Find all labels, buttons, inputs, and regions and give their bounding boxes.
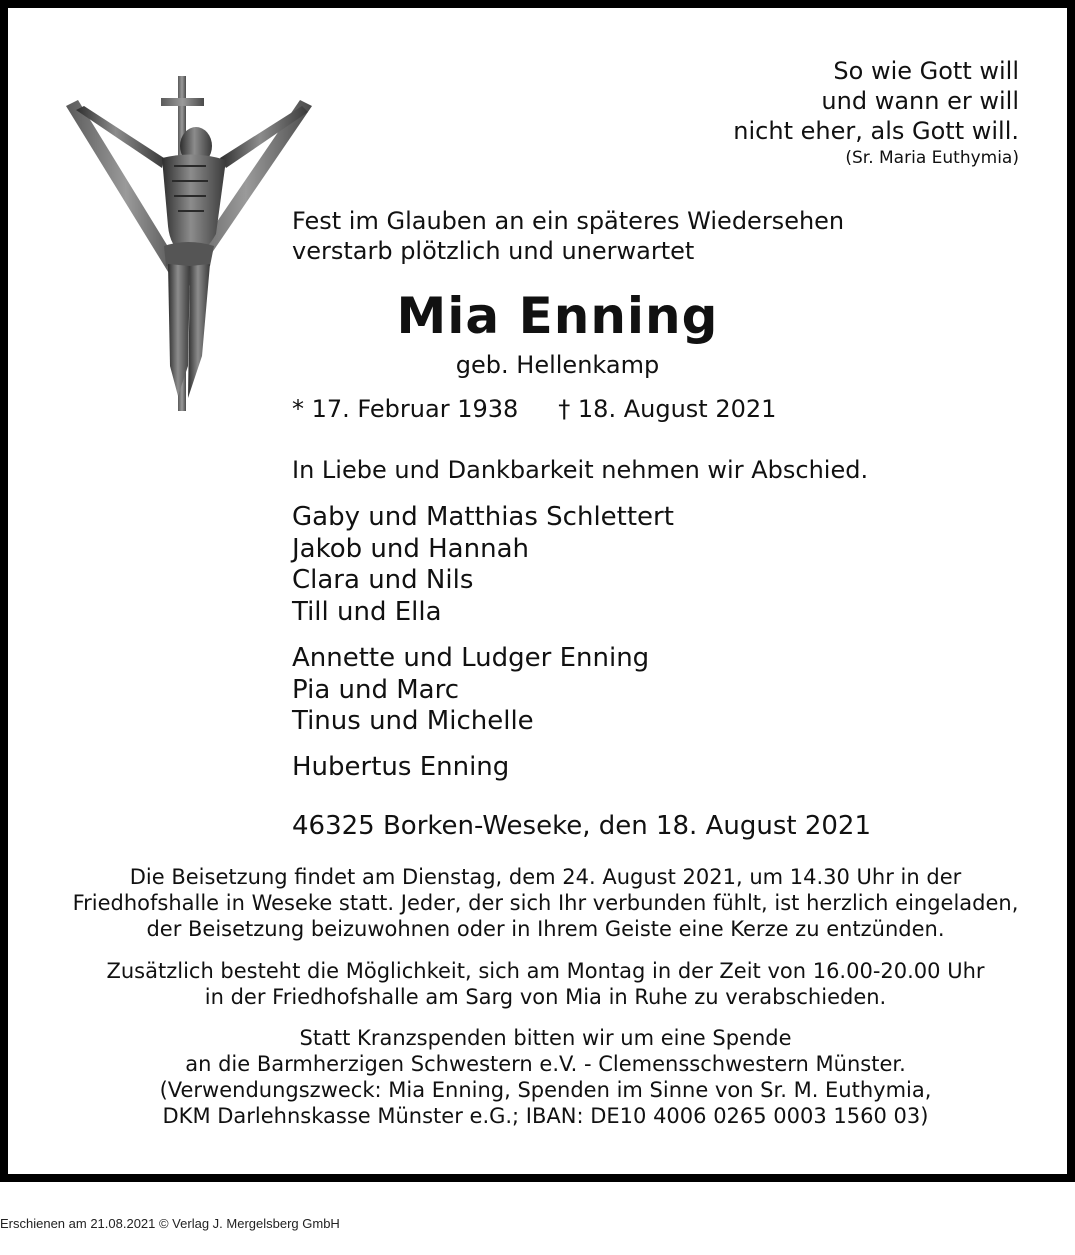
viewing-line: Zusätzlich besteht die Möglichkeit, sich am Montag in der Zeit von 16.00-20.00 Uhr [106, 959, 985, 983]
bible-quote [733, 56, 1019, 170]
quote-source: (Sr. Maria Euthymia) [845, 148, 1019, 168]
mourner-group-1 [292, 502, 674, 628]
publication-footer: Erschienen am 21.08.2021 © Verlag J. Mergelsberg GmbH [0, 1216, 340, 1231]
quote-line: So wie Gott will [833, 57, 1019, 85]
mourner-line: Clara und Nils [292, 565, 474, 595]
intro-line: verstarb plötzlich und unerwartet [292, 237, 695, 265]
mourner-line: Till und Ella [292, 596, 442, 627]
birth-date: * 17. Februar 1938 [292, 395, 519, 423]
deceased-name: Mia Enning [396, 287, 719, 345]
place-date: 46325 Borken-Weseke, den 18. August 2021 [292, 811, 871, 841]
mourner-line: Tinus und Michelle [292, 706, 534, 736]
burial-line: Die Beisetzung findet am Dienstag, dem 24. August 2021, um 14.30 Uhr in der [129, 865, 962, 889]
mourner-line: Gaby und Matthias Schlettert [292, 502, 674, 532]
farewell-text: In Liebe und Dankbarkeit nehmen wir Abschied. [292, 456, 869, 484]
mourner-line: Pia und Marc [292, 674, 460, 705]
life-dates [292, 394, 776, 424]
burial-line: Friedhofshalle in Weseke statt. Jeder, der sich Ihr verbunden fühlt, ist herzlich eingeladen, [72, 891, 1019, 915]
intro-text [292, 206, 844, 266]
maiden-name: geb. Hellenkamp [455, 351, 660, 379]
donation-line: an die Barmherzigen Schwestern e.V. - Clemensschwestern Münster. [185, 1052, 906, 1076]
donation-line: (Verwendungszweck: Mia Enning, Spenden im Sinne von Sr. M. Euthymia, [159, 1078, 932, 1102]
mourner-group-2 [292, 643, 649, 738]
intro-line: Fest im Glauben an ein späteres Wiedersehen [292, 207, 845, 235]
donation-line: Statt Kranzspenden bitten wir um eine Spende [299, 1026, 792, 1050]
donation-info [8, 1025, 1075, 1129]
quote-line: und wann er will [821, 87, 1019, 115]
burial-info [8, 864, 1075, 942]
donation-line: DKM Darlehnskasse Münster e.G.; IBAN: DE10 4006 0265 0003 1560 03) [162, 1104, 929, 1128]
mourner-group-3 [292, 752, 509, 784]
viewing-info [8, 958, 1075, 1010]
death-date: † 18. August 2021 [558, 395, 777, 423]
viewing-line: in der Friedhofshalle am Sarg von Mia in Ruhe zu verabschieden. [204, 985, 887, 1009]
mourner-line: Hubertus Enning [292, 752, 510, 782]
mourner-line: Annette und Ludger Enning [292, 643, 650, 673]
quote-line: nicht eher, als Gott will. [733, 117, 1019, 145]
mourner-line: Jakob und Hannah [292, 533, 529, 564]
burial-line: der Beisetzung beizuwohnen oder in Ihrem Geiste eine Kerze zu entzünden. [146, 917, 945, 941]
